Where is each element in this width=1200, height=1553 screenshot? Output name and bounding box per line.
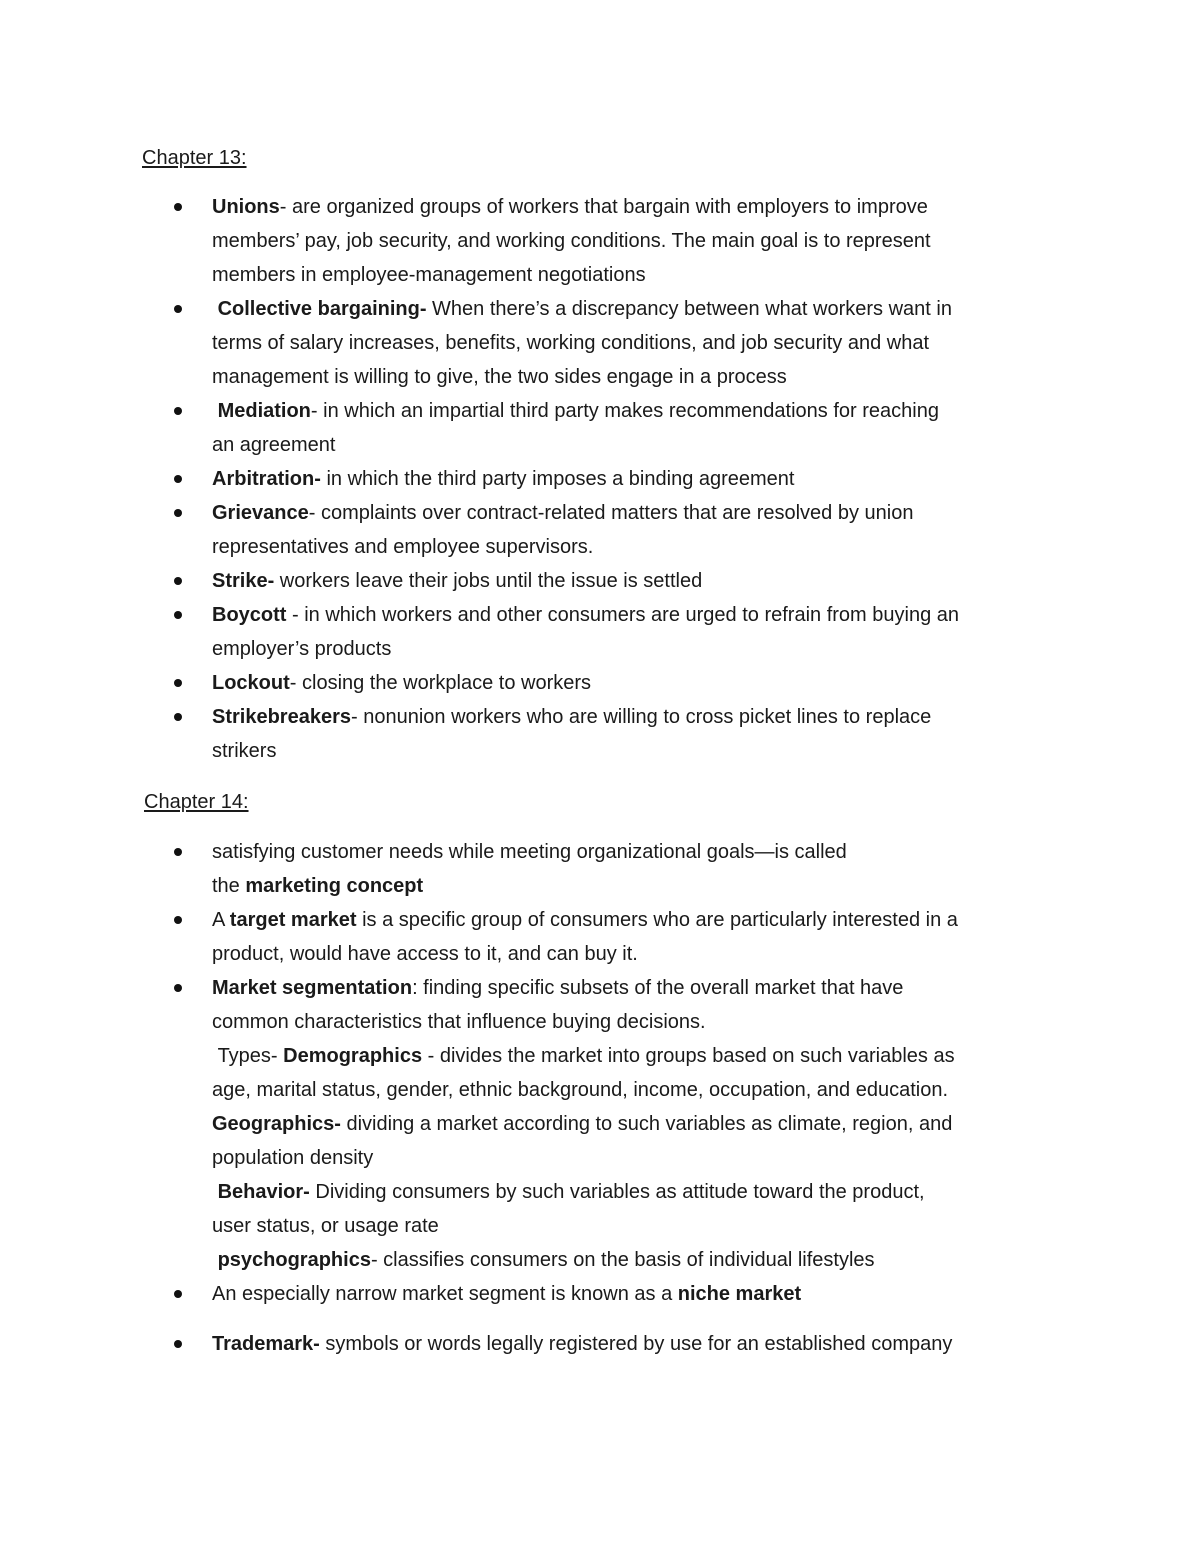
definition: - in which workers and other consumers are urged to refrain from buying an: [286, 604, 959, 626]
text: A: [212, 909, 230, 931]
term: Collective bargaining-: [217, 298, 427, 320]
definition: : finding specific subsets of the overall market that have: [412, 977, 904, 999]
text: the: [212, 875, 246, 897]
term: Demographics: [283, 1045, 423, 1067]
definition: - in which an impartial third party makes recommendations for reaching: [310, 400, 939, 422]
definition: - complaints over contract-related matters that are resolved by union: [308, 502, 914, 524]
list-item-grievance: [0, 496, 1200, 564]
definition: - closing the workplace to workers: [289, 672, 592, 694]
definition: product, would have access to it, and can buy it.: [212, 943, 638, 965]
list-item-target-market: [0, 903, 1200, 971]
term: Lockout: [212, 672, 290, 694]
chapter-14-list: [0, 835, 1200, 1361]
definition: workers leave their jobs until the issue is settled: [274, 570, 703, 592]
term: Trademark-: [212, 1333, 320, 1355]
term: Strikebreakers: [212, 706, 351, 728]
definition: satisfying customer needs while meeting organizational goals—is called: [212, 841, 847, 863]
term: Boycott: [212, 604, 287, 626]
definition: an agreement: [212, 434, 336, 456]
chapter-14-heading: Chapter 14:: [144, 791, 249, 813]
list-item-trademark: [0, 1327, 1200, 1361]
definition: members in employee-management negotiations: [212, 264, 646, 286]
list-item-strike: [0, 564, 1200, 598]
definition: members’ pay, job security, and working conditions. The main goal is to represent: [212, 230, 931, 252]
definition: dividing a market according to such variables as climate, region, and: [340, 1113, 953, 1135]
definition: user status, or usage rate: [212, 1215, 439, 1237]
list-item-mediation: [0, 394, 1200, 462]
list-item-market-segmentation: [0, 971, 1200, 1277]
definition: representatives and employee supervisors.: [212, 536, 594, 558]
term: Geographics-: [212, 1113, 341, 1135]
definition: - are organized groups of workers that bargain with employers to improve: [279, 196, 928, 218]
term: Behavior-: [217, 1181, 310, 1203]
definition: in which the third party imposes a binding agreement: [320, 468, 795, 490]
term: psychographics: [217, 1249, 371, 1271]
definition: strikers: [212, 740, 277, 762]
list-item-strikebreakers: [0, 700, 1200, 768]
definition: common characteristics that influence buying decisions.: [212, 1011, 706, 1033]
list-item-collective-bargaining: [0, 292, 1200, 394]
definition: Dividing consumers by such variables as attitude toward the product,: [309, 1181, 925, 1203]
list-item-arbitration: [0, 462, 1200, 496]
list-item-marketing-concept: [0, 835, 1200, 903]
types-label: Types-: [217, 1045, 284, 1067]
definition: age, marital status, gender, ethnic background, income, occupation, and education.: [212, 1079, 949, 1101]
definition: - classifies consumers on the basis of individual lifestyles: [370, 1249, 875, 1271]
definition: symbols or words legally registered by use for an established company: [319, 1333, 953, 1355]
term: target market: [229, 909, 357, 931]
definition: terms of salary increases, benefits, working conditions, and job security and what: [212, 332, 930, 354]
list-item-boycott: [0, 598, 1200, 666]
definition: is a specific group of consumers who are particularly interested in a: [356, 909, 958, 931]
definition: management is willing to give, the two sides engage in a process: [212, 366, 787, 388]
term: Mediation: [217, 400, 311, 422]
list-item-unions: [0, 190, 1200, 292]
term: niche market: [677, 1283, 802, 1305]
term: Market segmentation: [212, 977, 413, 999]
list-item-niche-market: [0, 1277, 1200, 1311]
chapter-13-list: [0, 190, 1200, 768]
definition: - nonunion workers who are willing to cross picket lines to replace: [350, 706, 932, 728]
definition: population density: [212, 1147, 374, 1169]
list-item-lockout: [0, 666, 1200, 700]
chapter-13-heading: Chapter 13:: [142, 147, 247, 169]
term: Grievance: [212, 502, 309, 524]
term: Arbitration-: [212, 468, 321, 490]
definition: employer’s products: [212, 638, 392, 660]
term: marketing concept: [245, 875, 424, 897]
definition: - divides the market into groups based on such variables as: [422, 1045, 955, 1067]
term: Unions: [212, 196, 280, 218]
term: Strike-: [212, 570, 275, 592]
text: An especially narrow market segment is known as a: [212, 1283, 678, 1305]
definition: When there’s a discrepancy between what workers want in: [426, 298, 952, 320]
